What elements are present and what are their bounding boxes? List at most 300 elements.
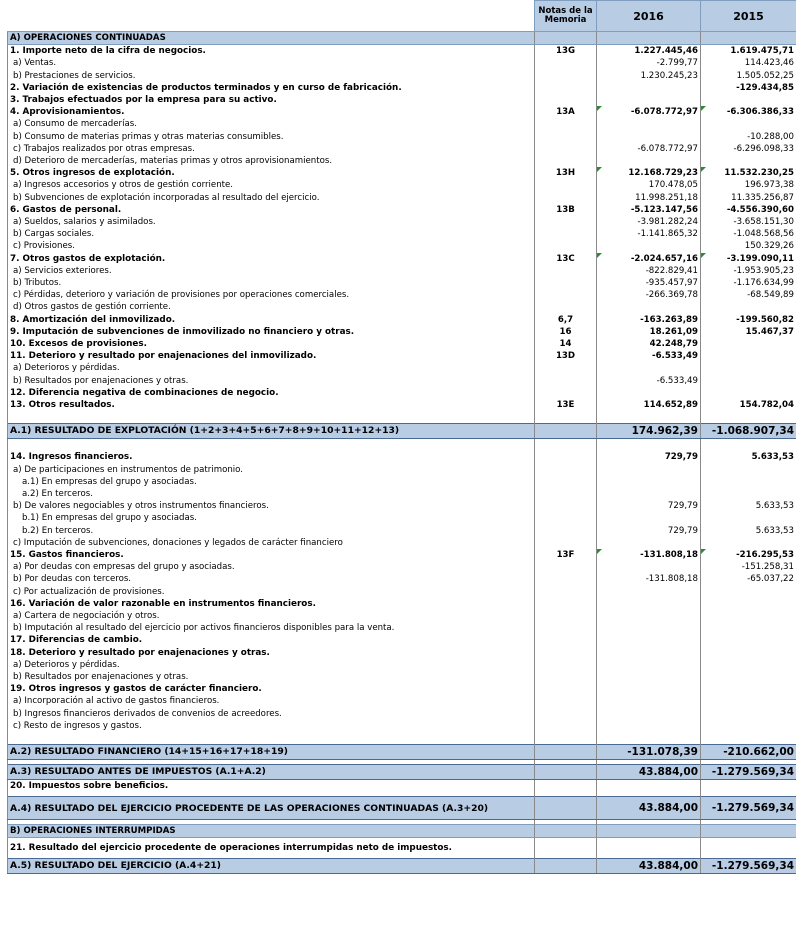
row-note	[535, 525, 597, 537]
table-row	[8, 634, 796, 646]
table-row	[8, 94, 796, 106]
row-note	[535, 476, 597, 488]
table-row	[8, 131, 796, 143]
row-description: 5. Otros ingresos de explotación.	[8, 167, 535, 179]
row-description: b) Por deudas con terceros.	[8, 573, 535, 585]
row-note	[535, 179, 597, 191]
table-row	[8, 720, 796, 732]
row-note	[535, 598, 597, 610]
table-row	[8, 265, 796, 277]
row-note: 16	[535, 326, 597, 338]
row-value-2015: -6.306.386,33	[701, 106, 796, 118]
row-description: c) Imputación de subvenciones, donaciones y legados de carácter financiero	[8, 537, 535, 549]
row-value-2016: 170.478,05	[597, 179, 701, 191]
row-description: b) De valores negociables y otros instrumentos financieros.	[8, 500, 535, 512]
row-value-2016	[597, 561, 701, 573]
row-note	[535, 561, 597, 573]
row-note	[535, 610, 597, 622]
row-value-2016	[597, 94, 701, 106]
row-value-2015	[701, 683, 796, 695]
row-description: b) Prestaciones de servicios.	[8, 70, 535, 82]
row-description: c) Pérdidas, deterioro y variación de provisiones por operaciones comerciales.	[8, 289, 535, 301]
row-value-2016: 18.261,09	[597, 326, 701, 338]
row-description: d) Otros gastos de gestión corriente.	[8, 301, 535, 313]
row-value-2016	[597, 695, 701, 707]
row-value-2015	[701, 411, 796, 424]
row-description: a.2) En terceros.	[8, 488, 535, 500]
row-note	[535, 779, 597, 792]
table-row	[8, 647, 796, 659]
table-row	[8, 204, 796, 216]
row-value-2015	[701, 375, 796, 387]
row-value-2016	[597, 598, 701, 610]
row-value-2015: 154.782,04	[701, 399, 796, 411]
table-row	[8, 240, 796, 252]
row-description: 6. Gastos de personal.	[8, 204, 535, 216]
row-value-2015: -1.279.569,34	[701, 797, 796, 820]
row-value-2015	[701, 439, 796, 452]
row-value-2015	[701, 838, 796, 859]
row-value-2016: -163.263,89	[597, 314, 701, 326]
row-value-2016	[597, 825, 701, 838]
row-value-2016: -1.141.865,32	[597, 228, 701, 240]
row-value-2015	[701, 708, 796, 720]
table-row	[8, 859, 796, 874]
row-description: b) Resultados por enajenaciones y otras.	[8, 375, 535, 387]
row-value-2016	[597, 683, 701, 695]
row-note: 13G	[535, 45, 597, 58]
row-value-2015	[701, 464, 796, 476]
row-note: 13E	[535, 399, 597, 411]
row-note	[535, 573, 597, 585]
row-value-2015	[701, 301, 796, 313]
row-note: 13C	[535, 253, 597, 265]
row-description: b) Subvenciones de explotación incorporadas al resultado del ejercicio.	[8, 192, 535, 204]
row-description	[8, 411, 535, 424]
table-row	[8, 399, 796, 411]
table-row	[8, 512, 796, 524]
table-row	[8, 155, 796, 167]
row-note: 13A	[535, 106, 597, 118]
row-description: B) OPERACIONES INTERRUMPIDAS	[8, 825, 535, 838]
statement-body	[8, 32, 796, 874]
row-value-2015	[701, 537, 796, 549]
row-note: 13F	[535, 549, 597, 561]
row-description: 12. Diferencia negativa de combinaciones de negocio.	[8, 387, 535, 399]
row-value-2015: -1.279.569,34	[701, 859, 796, 874]
row-note	[535, 671, 597, 683]
table-row	[8, 488, 796, 500]
row-value-2016	[597, 610, 701, 622]
table-row	[8, 179, 796, 191]
row-value-2016	[597, 464, 701, 476]
row-value-2015: 196.973,38	[701, 179, 796, 191]
row-description: A.4) RESULTADO DEL EJERCICIO PROCEDENTE DE LAS OPERACIONES CONTINUADAS (A.3+20)	[8, 797, 535, 820]
header-blank	[8, 1, 535, 32]
table-row	[8, 167, 796, 179]
row-note	[535, 695, 597, 707]
row-value-2016	[597, 647, 701, 659]
row-value-2016: 729,79	[597, 451, 701, 463]
row-note: 13D	[535, 350, 597, 362]
row-value-2016: -6.078.772,97	[597, 106, 701, 118]
row-note	[535, 362, 597, 374]
row-note	[535, 512, 597, 524]
table-row	[8, 838, 796, 859]
row-note	[535, 500, 597, 512]
row-value-2016	[597, 838, 701, 859]
row-note	[535, 155, 597, 167]
row-value-2015: -210.662,00	[701, 744, 796, 759]
row-note	[535, 57, 597, 69]
row-value-2015	[701, 338, 796, 350]
row-value-2016	[597, 118, 701, 130]
table-row	[8, 362, 796, 374]
row-value-2016: -6.533,49	[597, 350, 701, 362]
row-description: a) Cartera de negociación y otros.	[8, 610, 535, 622]
row-note	[535, 634, 597, 646]
row-note	[535, 143, 597, 155]
row-value-2016: -131.808,18	[597, 573, 701, 585]
row-value-2016	[597, 131, 701, 143]
row-note	[535, 451, 597, 463]
table-row	[8, 732, 796, 745]
row-description: c) Por actualización de provisiones.	[8, 586, 535, 598]
row-value-2016: 42.248,79	[597, 338, 701, 350]
row-value-2016	[597, 634, 701, 646]
table-row	[8, 764, 796, 779]
row-note	[535, 859, 597, 874]
row-value-2015: -3.658.151,30	[701, 216, 796, 228]
row-value-2015: -6.296.098,33	[701, 143, 796, 155]
row-value-2015	[701, 118, 796, 130]
row-value-2015: 5.633,53	[701, 525, 796, 537]
row-value-2015: 5.633,53	[701, 500, 796, 512]
row-value-2015: 11.532.230,25	[701, 167, 796, 179]
row-note	[535, 797, 597, 820]
table-row	[8, 57, 796, 69]
table-row	[8, 586, 796, 598]
row-value-2016	[597, 476, 701, 488]
table-row	[8, 228, 796, 240]
row-value-2015	[701, 94, 796, 106]
row-note	[535, 488, 597, 500]
row-value-2015	[701, 350, 796, 362]
row-note	[535, 683, 597, 695]
table-row	[8, 825, 796, 838]
row-note	[535, 82, 597, 94]
row-description: a) Incorporación al activo de gastos financieros.	[8, 695, 535, 707]
row-description: a) Servicios exteriores.	[8, 265, 535, 277]
row-note	[535, 622, 597, 634]
row-value-2016: -6.078.772,97	[597, 143, 701, 155]
row-description	[8, 732, 535, 745]
row-note	[535, 647, 597, 659]
row-description: b) Tributos.	[8, 277, 535, 289]
row-value-2015: 5.633,53	[701, 451, 796, 463]
row-value-2015: 114.423,46	[701, 57, 796, 69]
row-value-2015: -68.549,89	[701, 289, 796, 301]
row-description: 19. Otros ingresos y gastos de carácter financiero.	[8, 683, 535, 695]
row-description: 2. Variación de existencias de productos terminados y en curso de fabricación.	[8, 82, 535, 94]
row-description: b) Imputación al resultado del ejercicio por activos financieros disponibles para la venta.	[8, 622, 535, 634]
row-value-2016	[597, 82, 701, 94]
row-value-2016	[597, 362, 701, 374]
table-row	[8, 375, 796, 387]
row-value-2016: -935.457,97	[597, 277, 701, 289]
row-note	[535, 838, 597, 859]
header-notes: Notas de la Memoria	[535, 1, 597, 32]
row-description: a) Sueldos, salarios y asimilados.	[8, 216, 535, 228]
row-description: A.2) RESULTADO FINANCIERO (14+15+16+17+18+19)	[8, 744, 535, 759]
table-row	[8, 525, 796, 537]
row-value-2016	[597, 32, 701, 45]
row-description: a) Deterioros y pérdidas.	[8, 362, 535, 374]
row-note	[535, 586, 597, 598]
row-value-2016	[597, 720, 701, 732]
row-note	[535, 375, 597, 387]
row-value-2015	[701, 488, 796, 500]
income-statement-table	[7, 0, 796, 874]
row-value-2016	[597, 659, 701, 671]
row-description: b.1) En empresas del grupo y asociadas.	[8, 512, 535, 524]
table-row	[8, 451, 796, 463]
row-value-2015	[701, 32, 796, 45]
row-note	[535, 240, 597, 252]
table-row	[8, 708, 796, 720]
row-value-2016	[597, 488, 701, 500]
row-description: c) Trabajos realizados por otras empresas.	[8, 143, 535, 155]
row-value-2015: -1.048.568,56	[701, 228, 796, 240]
row-description: 21. Resultado del ejercicio procedente de operaciones interrumpidas neto de impuestos.	[8, 838, 535, 859]
row-note	[535, 744, 597, 759]
row-description: A.5) RESULTADO DEL EJERCICIO (A.4+21)	[8, 859, 535, 874]
row-note	[535, 289, 597, 301]
header-year-2016: 2016	[597, 1, 701, 32]
row-value-2016: 114.652,89	[597, 399, 701, 411]
row-description: a) Por deudas con empresas del grupo y asociadas.	[8, 561, 535, 573]
row-value-2015	[701, 512, 796, 524]
row-value-2015: -129.434,85	[701, 82, 796, 94]
row-value-2015	[701, 659, 796, 671]
row-value-2016: -131.078,39	[597, 744, 701, 759]
table-row	[8, 314, 796, 326]
row-value-2016	[597, 155, 701, 167]
row-description: c) Provisiones.	[8, 240, 535, 252]
row-note: 14	[535, 338, 597, 350]
row-description: b) Consumo de materias primas y otras materias consumibles.	[8, 131, 535, 143]
row-description: d) Deterioro de mercaderías, materias primas y otros aprovisionamientos.	[8, 155, 535, 167]
row-value-2016: 1.230.245,23	[597, 70, 701, 82]
table-row	[8, 70, 796, 82]
row-value-2015	[701, 634, 796, 646]
row-note	[535, 659, 597, 671]
row-note	[535, 424, 597, 439]
row-note	[535, 720, 597, 732]
row-description: a) Ventas.	[8, 57, 535, 69]
table-row	[8, 476, 796, 488]
row-note	[535, 118, 597, 130]
table-row	[8, 387, 796, 399]
row-value-2015	[701, 825, 796, 838]
row-value-2015: -1.953.905,23	[701, 265, 796, 277]
row-note	[535, 387, 597, 399]
row-note	[535, 131, 597, 143]
table-row	[8, 301, 796, 313]
row-value-2016	[597, 586, 701, 598]
row-note	[535, 825, 597, 838]
row-description: 3. Trabajos efectuados por la empresa para su activo.	[8, 94, 535, 106]
row-value-2015	[701, 779, 796, 792]
row-value-2016	[597, 671, 701, 683]
row-note	[535, 192, 597, 204]
row-description: b) Ingresos financieros derivados de convenios de acreedores.	[8, 708, 535, 720]
row-note	[535, 764, 597, 779]
table-row	[8, 32, 796, 45]
row-note	[535, 70, 597, 82]
row-note	[535, 228, 597, 240]
row-value-2016	[597, 512, 701, 524]
row-value-2015: 1.505.052,25	[701, 70, 796, 82]
row-value-2015	[701, 671, 796, 683]
row-description: 13. Otros resultados.	[8, 399, 535, 411]
row-description: 14. Ingresos financieros.	[8, 451, 535, 463]
row-value-2016	[597, 439, 701, 452]
row-description: a) Ingresos accesorios y otros de gestión corriente.	[8, 179, 535, 191]
table-row	[8, 537, 796, 549]
table-row	[8, 683, 796, 695]
table-row	[8, 573, 796, 585]
row-description	[8, 439, 535, 452]
row-value-2015: -199.560,82	[701, 314, 796, 326]
row-note	[535, 411, 597, 424]
row-value-2015	[701, 586, 796, 598]
row-value-2016: -131.808,18	[597, 549, 701, 561]
row-value-2016: 43.884,00	[597, 859, 701, 874]
row-value-2016	[597, 779, 701, 792]
table-row	[8, 253, 796, 265]
table-row	[8, 106, 796, 118]
row-value-2016: 729,79	[597, 500, 701, 512]
table-row	[8, 439, 796, 452]
row-value-2015	[701, 622, 796, 634]
row-value-2015	[701, 732, 796, 745]
row-description: b) Resultados por enajenaciones y otras.	[8, 671, 535, 683]
row-value-2015: -3.199.090,11	[701, 253, 796, 265]
table-row	[8, 598, 796, 610]
row-note	[535, 439, 597, 452]
row-note	[535, 464, 597, 476]
header-year-2015: 2015	[701, 1, 796, 32]
table-row	[8, 622, 796, 634]
row-value-2015	[701, 610, 796, 622]
row-note	[535, 301, 597, 313]
row-value-2016: 11.998.251,18	[597, 192, 701, 204]
table-row	[8, 192, 796, 204]
table-row	[8, 797, 796, 820]
row-description: 1. Importe neto de la cifra de negocios.	[8, 45, 535, 58]
table-row	[8, 338, 796, 350]
table-row	[8, 695, 796, 707]
table-row	[8, 561, 796, 573]
row-value-2016: 43.884,00	[597, 764, 701, 779]
row-value-2016: -822.829,41	[597, 265, 701, 277]
row-value-2015: 11.335.256,87	[701, 192, 796, 204]
row-value-2016	[597, 537, 701, 549]
table-row	[8, 424, 796, 439]
row-value-2015: -151.258,31	[701, 561, 796, 573]
row-value-2015: -1.068.907,34	[701, 424, 796, 439]
row-value-2015	[701, 155, 796, 167]
row-description: b.2) En terceros.	[8, 525, 535, 537]
row-note: 13B	[535, 204, 597, 216]
row-value-2016: -2.799,77	[597, 57, 701, 69]
row-description: 8. Amortización del inmovilizado.	[8, 314, 535, 326]
table-row	[8, 45, 796, 58]
row-description: a.1) En empresas del grupo y asociadas.	[8, 476, 535, 488]
row-value-2016	[597, 411, 701, 424]
row-value-2015	[701, 476, 796, 488]
row-value-2015	[701, 362, 796, 374]
table-row	[8, 277, 796, 289]
row-value-2016: -5.123.147,56	[597, 204, 701, 216]
row-value-2015	[701, 598, 796, 610]
row-description: 9. Imputación de subvenciones de inmovilizado no financiero y otras.	[8, 326, 535, 338]
row-value-2015	[701, 387, 796, 399]
table-row	[8, 82, 796, 94]
row-value-2016	[597, 708, 701, 720]
row-value-2015	[701, 647, 796, 659]
row-note: 6,7	[535, 314, 597, 326]
row-value-2016: -3.981.282,24	[597, 216, 701, 228]
row-value-2015: -216.295,53	[701, 549, 796, 561]
table-row	[8, 411, 796, 424]
row-description: 10. Excesos de provisiones.	[8, 338, 535, 350]
row-description: a) Deterioros y pérdidas.	[8, 659, 535, 671]
row-value-2016	[597, 732, 701, 745]
table-row	[8, 659, 796, 671]
table-row	[8, 289, 796, 301]
row-value-2015: -4.556.390,60	[701, 204, 796, 216]
row-description: 17. Diferencias de cambio.	[8, 634, 535, 646]
row-description: 20. Impuestos sobre beneficios.	[8, 779, 535, 792]
row-description: 15. Gastos financieros.	[8, 549, 535, 561]
row-note	[535, 32, 597, 45]
table-row	[8, 143, 796, 155]
row-value-2015: -10.288,00	[701, 131, 796, 143]
row-value-2015: -1.176.634,99	[701, 277, 796, 289]
row-value-2016	[597, 622, 701, 634]
table-row	[8, 118, 796, 130]
table-row	[8, 779, 796, 792]
row-note	[535, 94, 597, 106]
row-value-2015: -1.279.569,34	[701, 764, 796, 779]
table-row	[8, 326, 796, 338]
row-description: 18. Deterioro y resultado por enajenaciones y otras.	[8, 647, 535, 659]
row-value-2016: -6.533,49	[597, 375, 701, 387]
row-value-2016: 43.884,00	[597, 797, 701, 820]
row-value-2016: 729,79	[597, 525, 701, 537]
table-row	[8, 464, 796, 476]
table-row	[8, 671, 796, 683]
row-value-2016: 1.227.445,46	[597, 45, 701, 58]
table-row	[8, 744, 796, 759]
row-note	[535, 708, 597, 720]
row-description: A.1) RESULTADO DE EXPLOTACIÓN (1+2+3+4+5+6+7+8+9+10+11+12+13)	[8, 424, 535, 439]
row-value-2016: 12.168.729,23	[597, 167, 701, 179]
row-value-2015: -65.037,22	[701, 573, 796, 585]
row-value-2016	[597, 301, 701, 313]
